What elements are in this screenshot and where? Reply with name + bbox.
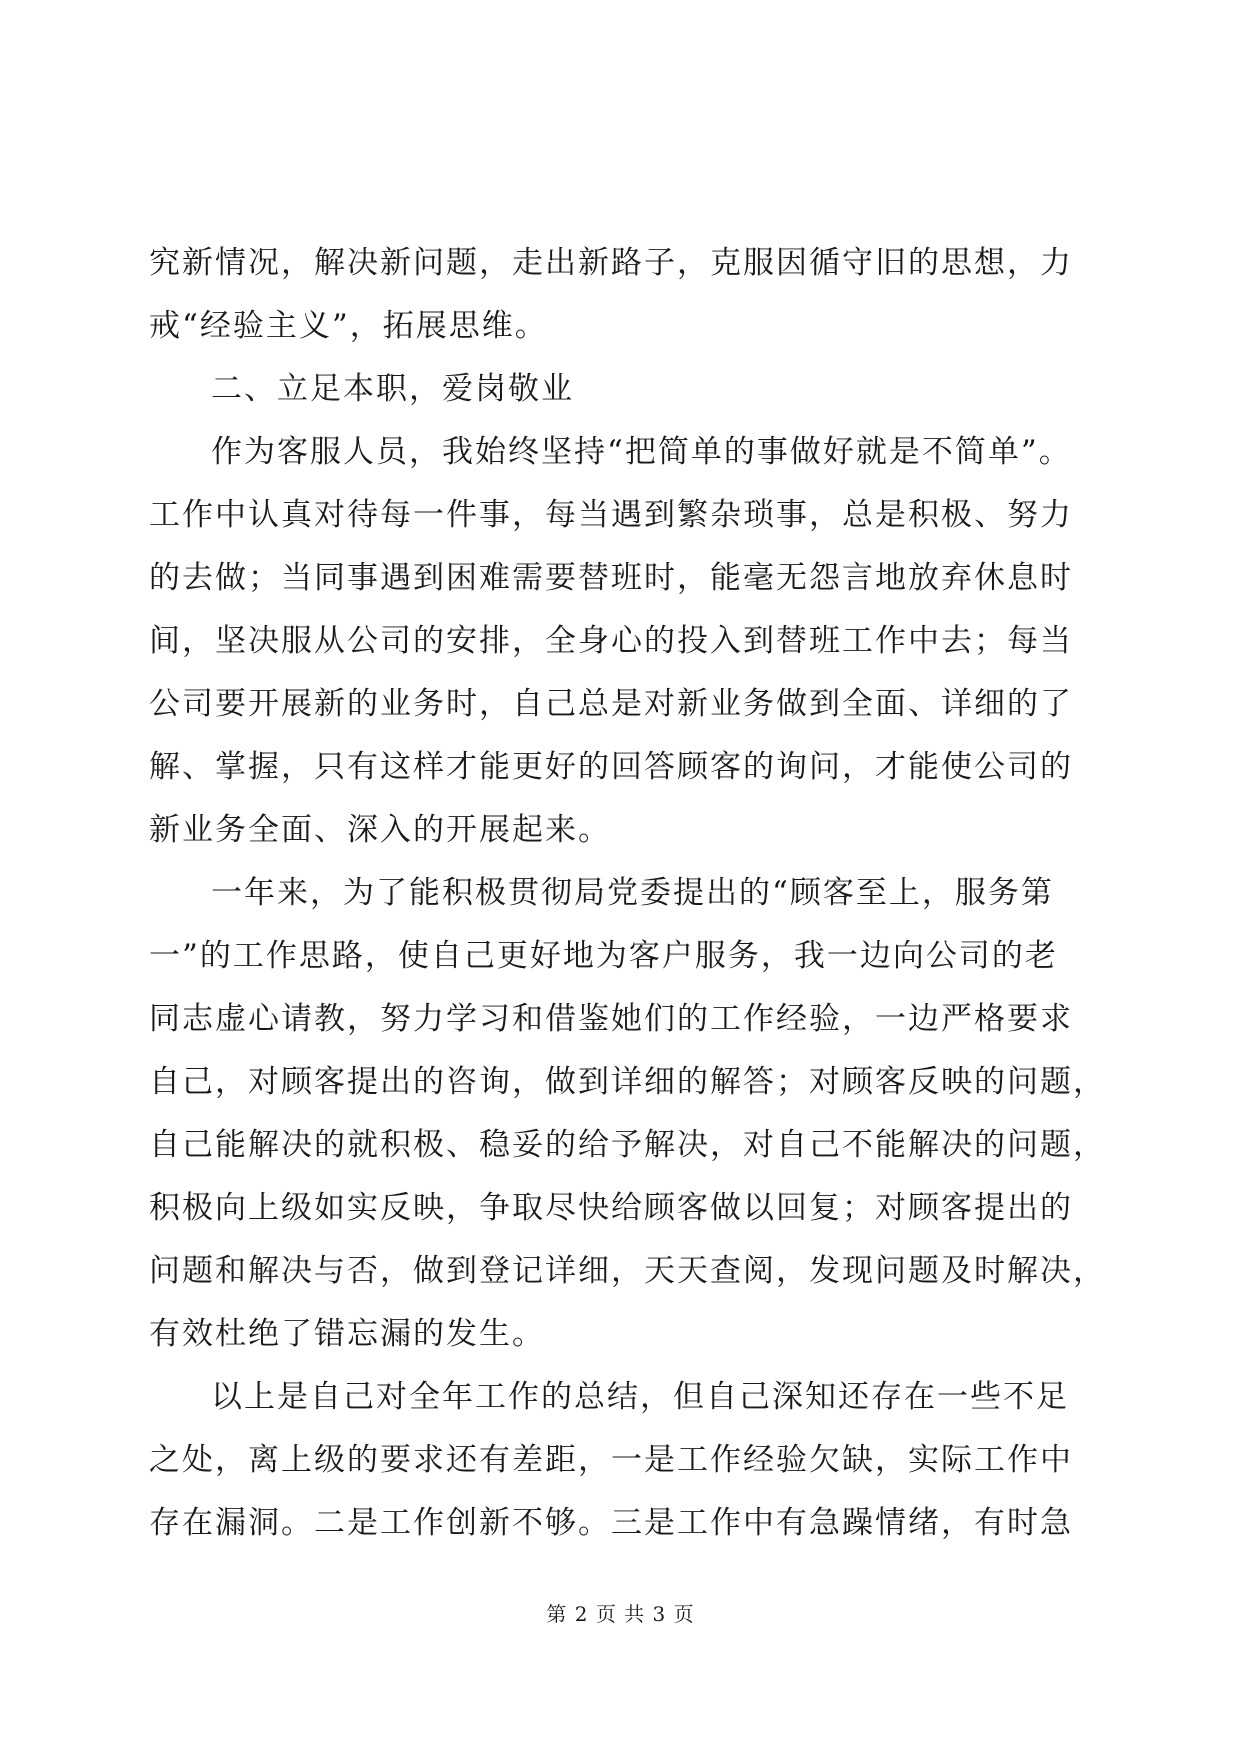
body-line: 间，坚决服从公司的安排，全身心的投入到替班工作中去；每当 xyxy=(149,623,1073,659)
body-line: 同志虚心请教，努力学习和借鉴她们的工作经验，一边严格要求 xyxy=(149,1001,1073,1037)
body-line: 公司要开展新的业务时，自己总是对新业务做到全面、详细的了 xyxy=(149,686,1073,722)
section-heading: 二、立足本职，爱岗敬业 xyxy=(211,371,574,407)
body-line: 作为客服人员，我始终坚持“把简单的事做好就是不简单”。 xyxy=(211,434,1072,470)
body-line: 工作中认真对待每一件事，每当遇到繁杂琐事，总是积极、努力 xyxy=(149,497,1073,533)
body-line: 有效杜绝了错忘漏的发生。 xyxy=(149,1316,545,1352)
body-line: 问题和解决与否，做到登记详细，天天查阅，发现问题及时解决， xyxy=(149,1253,1106,1289)
body-line: 积极向上级如实反映，争取尽快给顾客做以回复；对顾客提出的 xyxy=(149,1190,1073,1226)
body-line: 新业务全面、深入的开展起来。 xyxy=(149,812,611,848)
body-line: 之处，离上级的要求还有差距，一是工作经验欠缺，实际工作中 xyxy=(149,1442,1073,1478)
body-line: 自己能解决的就积极、稳妥的给予解决，对自己不能解决的问题， xyxy=(149,1127,1106,1163)
body-line: 一”的工作思路，使自己更好地为客户服务，我一边向公司的老 xyxy=(149,938,1058,974)
body-line: 的去做；当同事遇到困难需要替班时，能毫无怨言地放弃休息时 xyxy=(149,560,1073,596)
document-body xyxy=(149,232,1106,1555)
body-line: 一年来，为了能积极贯彻局党委提出的“顾客至上，服务第 xyxy=(211,875,1054,911)
body-line: 戒“经验主义”，拓展思维。 xyxy=(149,308,548,344)
page-number-label: 第 2 页 共 3 页 xyxy=(546,1602,695,1626)
page-footer xyxy=(0,1598,1241,1627)
body-line: 究新情况，解决新问题，走出新路子，克服因循守旧的思想，力 xyxy=(149,245,1073,281)
body-line: 自己，对顾客提出的咨询，做到详细的解答；对顾客反映的问题， xyxy=(149,1064,1106,1100)
body-line: 以上是自己对全年工作的总结，但自己深知还存在一些不足 xyxy=(211,1379,1069,1415)
body-line: 存在漏洞。二是工作创新不够。三是工作中有急躁情绪，有时急 xyxy=(149,1505,1073,1541)
body-line: 解、掌握，只有这样才能更好的回答顾客的询问，才能使公司的 xyxy=(149,749,1073,785)
